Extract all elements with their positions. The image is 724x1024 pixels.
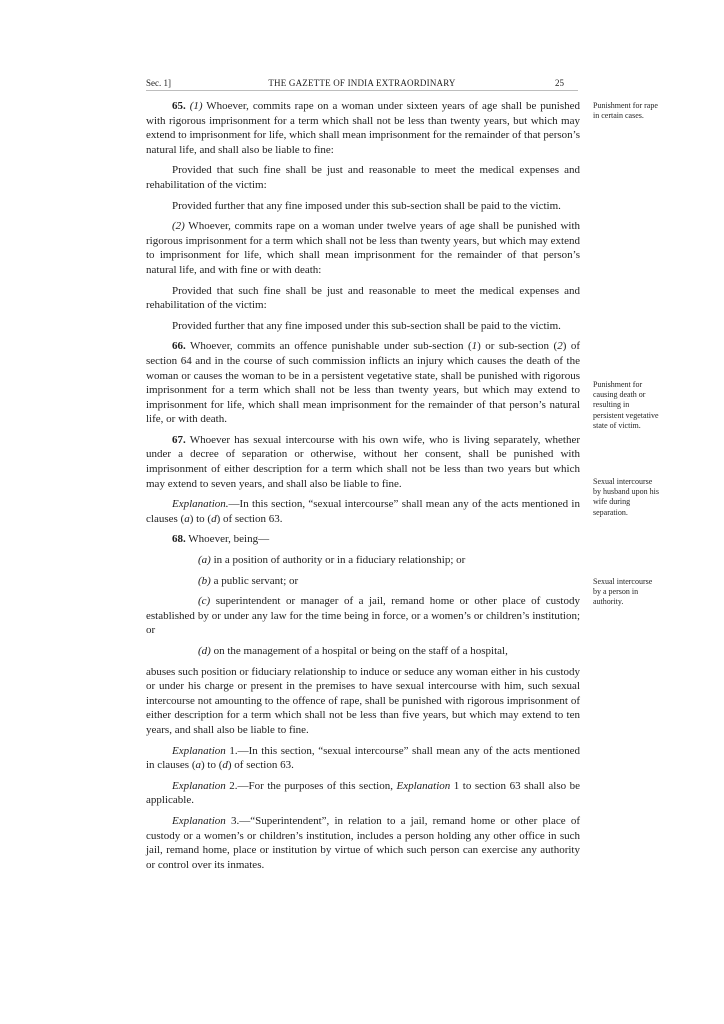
section-number: 66.	[172, 340, 186, 353]
clause-text: on the management of a hospital or being on the staff of a hospital,	[210, 645, 508, 657]
clause-text: a public servant; or	[210, 574, 299, 587]
explanation-label: Explanation	[172, 814, 226, 827]
subsection-label: (1)	[189, 100, 203, 112]
clause-ref: d	[222, 759, 228, 772]
clause-label: (d)	[198, 645, 211, 657]
explanation-label: Explanation.	[172, 498, 229, 511]
header-title: THE GAZETTE OF INDIA EXTRAORDINARY	[268, 78, 456, 88]
paragraph-text: Whoever has sexual intercourse with his own wife, who is living separately, whether under a decree of separation or otherwise, without her consent, shall be punished with imprisonment of either description for a term which shall not be less than two years but which may extend to seven years, and shall also be liable to fine.	[146, 433, 580, 490]
clause-ref: d	[211, 512, 217, 525]
subsection-label: (2)	[172, 220, 185, 233]
page-number: 25	[555, 78, 564, 88]
clause-label: (c)	[198, 595, 211, 608]
paragraph-text: —In this section, “sexual intercourse” shall mean any of the acts mentioned in clauses (	[146, 498, 580, 525]
clause-c	[146, 594, 580, 638]
paragraph-text: ) of section 63.	[216, 512, 283, 525]
paragraph-text: 1.—In this section, “sexual intercourse” shall mean any of the acts mentioned in clauses (	[146, 744, 580, 772]
paragraph-text: ) to (	[189, 512, 212, 525]
running-header	[146, 76, 578, 91]
section-number: 65.	[172, 100, 186, 112]
marginal-note-67: Sexual intercourse by husband upon his wife during separation.	[593, 477, 659, 517]
paragraph-text: Whoever, commits rape on a woman under sixteen years of age shall be punished with rigorous imprisonment for a term which shall not be less than twenty years, but which may extend to imprisonment for life, which shall mean imprisonment for the remainder of that person’s natural life, and shall also be liable to fine:	[146, 100, 581, 156]
section-number: 67.	[172, 433, 186, 446]
section-67	[146, 433, 580, 491]
explanation-label: Explanation	[172, 779, 226, 792]
section-68-explanation-1	[146, 744, 580, 773]
marginal-note-65: Punishment for rape in certain cases.	[593, 101, 658, 121]
paragraph-text: Whoever, being—	[185, 533, 270, 546]
subsection-ref: 1	[471, 340, 478, 353]
explanation-ref: Explanation	[396, 779, 451, 792]
marginal-note-66: Punishment for causing death or resulting in persistent vegetative state of victim.	[593, 380, 659, 430]
section-68-intro	[146, 532, 580, 547]
proviso: Provided further that any fine imposed under this sub-section shall be paid to the victim.	[172, 199, 561, 212]
section-68-explanation-3	[146, 814, 580, 872]
paragraph-text: Whoever, commits rape on a woman under twelve years of age shall be punished with rigorous imprisonment for a term which shall not be less than twenty years, but which may extend to imprisonment for life, which shall mean imprisonment for the remainder of that person’s natural life, and with fine or with death:	[146, 220, 580, 276]
clause-ref: a	[184, 512, 190, 525]
paragraph-text: ) of section 63.	[227, 759, 294, 772]
section-65-subsection-1	[146, 99, 580, 157]
paragraph-text: ) to (	[200, 759, 223, 772]
explanation-label: Explanation	[172, 744, 226, 757]
paragraph-text: ) of section 64 and in the course of such commission inflicts an injury which causes the death of the woman or causes the woman to be in a persistent vegetative state, shall be punished with rigorous imprisonment for a term which shall not be less than twenty years, but which may extend to imprisonment for life, which shall mean imprisonment for the remainder of that person’s natural life, or with death.	[146, 340, 581, 426]
header-section: Sec. 1]	[146, 78, 171, 88]
clause-b	[146, 574, 580, 589]
section-68-main: abuses such position or fiduciary relationship to induce or seduce any woman either in his custody or under his charge or present in the premises to have sexual intercourse with him, such sexual intercourse not amounting to the offence of rape, shall be punished with rigorous imprisonment of either description for a term which shall not be less than five years, but which may extend to ten years, and shall also be liable to fine.	[146, 665, 580, 736]
paragraph-text: 2.—For the purposes of this section,	[225, 779, 397, 792]
clause-label: (b)	[198, 574, 211, 587]
proviso: Provided that such fine shall be just and reasonable to meet the medical expenses and rehabilitation of the victim:	[146, 164, 580, 191]
proviso: Provided that such fine shall be just and reasonable to meet the medical expenses and rehabilitation of the victim:	[146, 284, 580, 312]
section-number: 68.	[172, 533, 186, 546]
marginal-note-68: Sexual intercourse by a person in authority.	[593, 577, 653, 607]
clause-text: in a position of authority or in a fiduciary relationship; or	[210, 554, 466, 567]
proviso: Provided further that any fine imposed under this sub-section shall be paid to the victim.	[172, 319, 561, 332]
clause-d	[146, 644, 580, 659]
clause-label: (a)	[198, 554, 211, 567]
paragraph-text: 1 to section 63 shall also be applicable.	[146, 779, 581, 807]
document-body	[146, 99, 580, 878]
section-65-subsection-2	[146, 219, 580, 277]
subsection-ref: 2	[557, 340, 563, 353]
clause-ref: a	[195, 759, 201, 772]
section-66	[146, 339, 580, 427]
section-67-explanation	[146, 497, 580, 526]
section-68-explanation-2	[146, 779, 580, 808]
paragraph-text: Whoever, commits an offence punishable under sub-section (	[185, 340, 472, 353]
clause-text: superintendent or manager of a jail, remand home or other place of custody established by or under any law for the time being in force, or a women’s or children’s institution; or	[146, 595, 580, 637]
clause-a	[146, 553, 580, 568]
paragraph-text: ) or sub-section (	[477, 340, 558, 353]
paragraph-text: 3.—“Superintendent”, in relation to a jail, remand home or other place of custody or a women’s or children’s institution, includes a person holding any other office in such jail, remand home, place or institution by virtue of which such person can exercise any authority or control over its inmates.	[146, 814, 580, 871]
